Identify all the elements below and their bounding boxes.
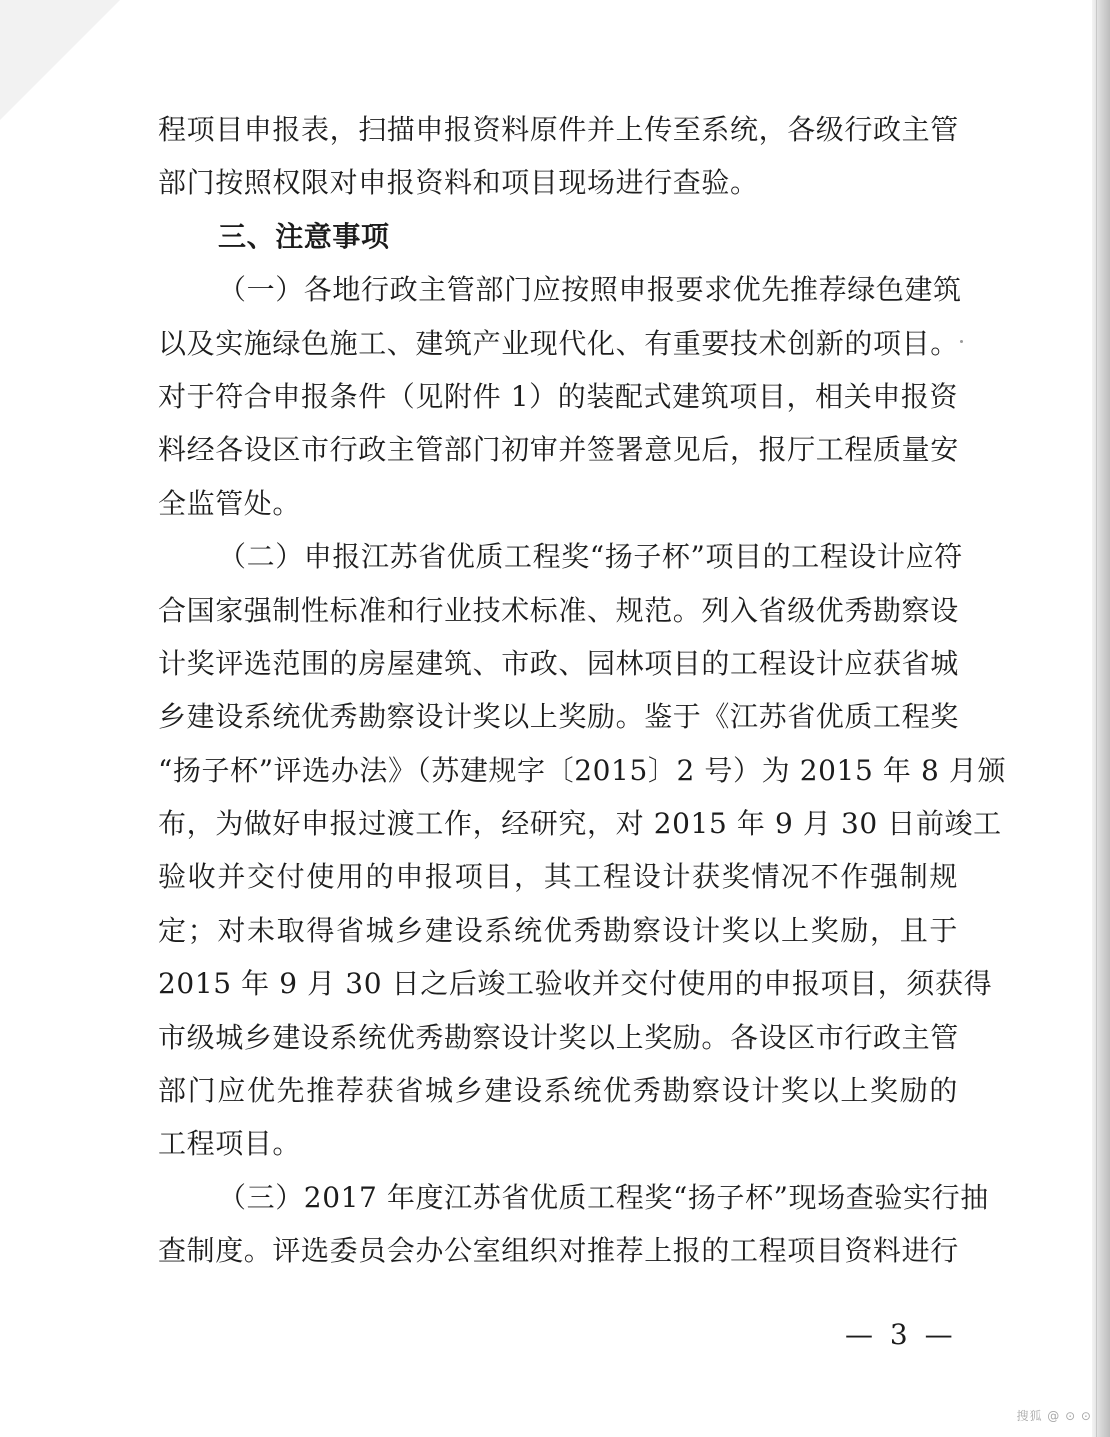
scan-corner-shadow	[0, 0, 120, 120]
body-line-15: 验收并交付使用的申报项目，其工程设计获奖情况不作强制规	[158, 860, 958, 894]
body-line-22: 查制度。评选委员会办公室组织对推荐上报的工程项目资料进行	[158, 1234, 959, 1268]
section-heading: 三、注意事项	[218, 219, 390, 253]
watermark: 搜狐 @ ⊙ ⊙	[1016, 1409, 1092, 1423]
body-line-2: 部门按照权限对申报资料和项目现场进行查验。	[158, 166, 759, 200]
scan-speck	[960, 340, 963, 343]
body-line-8: 全监管处。	[158, 486, 302, 520]
body-line-13: “扬子杯”评选办法》（苏建规字〔2015〕2 号）为 2015 年 8 月颁	[158, 753, 1007, 787]
body-line-14: 布，为做好申报过渡工作，经研究，对 2015 年 9 月 30 日前竣工	[158, 807, 1002, 841]
body-line-9: （二）申报江苏省优质工程奖“扬子杯”项目的工程设计应符	[218, 540, 963, 574]
body-line-10: 合国家强制性标准和行业技术标准、规范。列入省级优秀勘察设	[158, 593, 959, 627]
body-line-12: 乡建设系统优秀勘察设计奖以上奖励。鉴于《江苏省优质工程奖	[158, 700, 959, 734]
scan-edge-shadow	[1092, 0, 1110, 1437]
body-line-18: 市级城乡建设系统优秀勘察设计奖以上奖励。各设区市行政主管	[158, 1020, 959, 1054]
document-body	[158, 103, 1007, 1278]
page-number: — 3 —	[845, 1318, 957, 1351]
body-line-16: 定；对未取得省城乡建设系统优秀勘察设计奖以上奖励，且于	[158, 913, 958, 947]
body-line-17: 2015 年 9 月 30 日之后竣工验收并交付使用的申报项目，须获得	[158, 967, 993, 1001]
body-line-7: 料经各设区市行政主管部门初审并签署意见后，报厅工程质量安	[158, 433, 959, 467]
body-line-19: 部门应优先推荐获省城乡建设系统优秀勘察设计奖以上奖励的	[158, 1074, 958, 1108]
body-line-5: 以及实施绿色施工、建筑产业现代化、有重要技术创新的项目。	[158, 326, 959, 360]
body-line-11: 计奖评选范围的房屋建筑、市政、园林项目的工程设计应获省城	[158, 646, 959, 680]
body-line-21: （三）2017 年度江苏省优质工程奖“扬子杯”现场查验实行抽	[218, 1180, 989, 1214]
body-line-20: 工程项目。	[158, 1127, 302, 1161]
body-line-4: （一）各地行政主管部门应按照申报要求优先推荐绿色建筑	[218, 273, 962, 307]
body-line-1: 程项目申报表，扫描申报资料原件并上传至系统，各级行政主管	[158, 113, 959, 146]
body-line-6: 对于符合申报条件（见附件 1）的装配式建筑项目，相关申报资	[158, 379, 959, 413]
